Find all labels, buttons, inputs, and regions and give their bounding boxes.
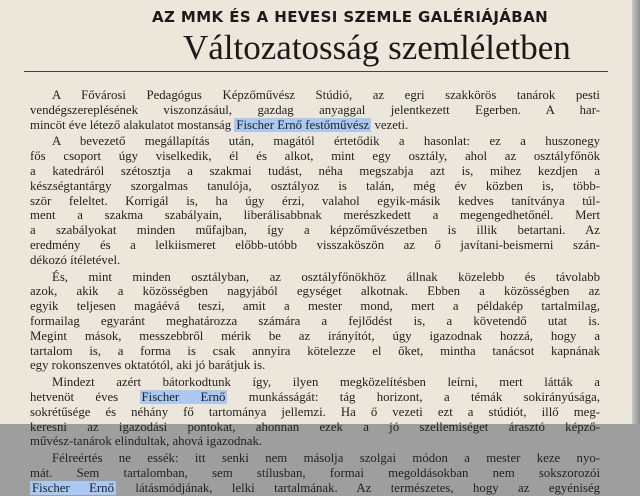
article-line: hetvenöt éves Fischer Ernő munkásságát: tág horizont, a témák sokirányúsága, [30,389,601,404]
article-line: a szabályokat minden műfajban, így a képzőművészetben is illik betartani. Az [30,223,600,238]
highlighted-name: Fischer Ernő [141,389,226,404]
article-line: És, mint minden osztályban, az osztályfőnökhöz állnak közelebb és távolabb [52,269,600,284]
article-line: tartalom is, a forma is csak annyira kötelezze el őket, mintha tanácsot kapnának [30,343,600,358]
article-line: fős csoport úgy viselkedik, él és alkot, mint egy osztály, ahol az osztályfőnök [30,149,600,164]
article-line: Félreértés ne essék: itt senki nem másolja szolgai módon a mester keze nyo- [52,451,600,466]
page-edge-shadow [632,0,640,424]
article-line: azok, akik a közösségben nagyjából egységet alkotnak. Ebben a közösségben az [30,284,600,299]
article-line: A Fővárosi Pedagógus Képzőművész Stúdió, az egri szakkörös tanárok pesti [52,88,600,102]
article-line: a katedráról szétosztja a szakmai tudást, néha megszabja azt is, mihez kezdjen a [30,163,600,178]
article-line: sokrétűsége és néhány fő tartománya jellemzi. Ha ő vezeti ezt a stúdiót, illő meg- [30,404,600,419]
article-line: egy rokonszenves oktatótól, aki jó barátjuk is. [30,358,266,373]
article-line: ször feleltet. Korrigál is, ha úgy érzi, valahol egyik-másik kedves tanítványa túl- [30,193,600,208]
article-line: keresni az igazodási pontokat, ahonnan ezek a jó szellemiséget árasztó képző- [30,419,600,434]
article-line: Mindezt azért bátorkodtunk így, ilyen megközelítésben leírni, mert látták a [52,375,600,390]
article-line: eredmény és a lelkiismeret előbb-utóbb visszaköszön az ő javítani-beismerni szán- [30,237,600,252]
highlighted-name: Fischer Ernő festőművész [236,117,370,132]
article-line: ment a szakma szabályain, liberálisabbnak merészkedett a megengedhetőnél. Mert [30,208,600,223]
article-line: mát. Sem tartalomban, sem stílusban, formai megoldásokban nem sokszorozói [30,465,600,480]
article-line: dékozó ítéletével. [30,252,121,267]
article-line: művész-tanárok elindultak, ahová igazodnak. [30,434,263,449]
title-divider [24,71,608,72]
article-line: A bevezető megállapítás után, magától értetődik a hasonlat: ez a huszonegy [52,134,600,149]
article-line: egyik teljesen magáévá teszi, amit a mester mond, mert a példakép tartalmilag, [30,299,600,314]
article-line: Megint mások, messzebbről mérik be az irányítót, úgy igazodnak hozzá, hogy a [30,328,600,343]
article-line: mincöt éve létező alakulatot mostanság Fischer Ernő festőművész vezeti. [30,117,409,132]
article-kicker: AZ MMK ÉS A HEVESI SZEMLE GALÉRIÁJÁBAN [152,8,549,26]
article-line: vendégszereplésének viszonzásául, gazdag anyaggal jelentkezett Egerben. A har- [30,102,600,117]
article-line: formailag egyaránt meghatározza számára a fejlődést is, a követendő utat is. [30,313,600,328]
article-body [30,88,600,496]
article-line: Fischer Ernő látásmódjának, lelki tartalmának. Az természetes, hogy az egyéniség [32,480,600,495]
article-title: Változatosság szemléletben [183,28,571,67]
article-line: készségtantárgy szorgalmas tanulója, osztályoz is talán, még év közben is, több- [30,178,600,193]
highlighted-name: Fischer Ernő [32,480,114,495]
